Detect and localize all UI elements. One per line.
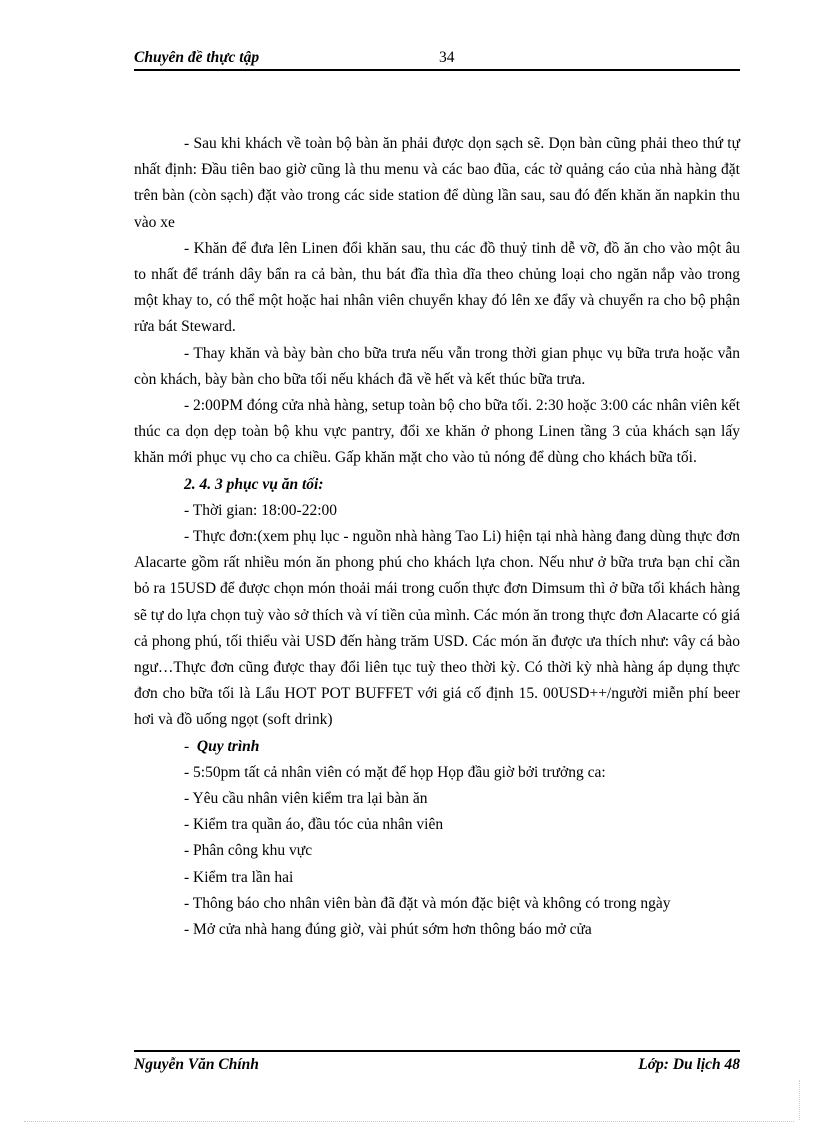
process-step: - Thông báo cho nhân viên bàn đã đặt và món đặc biệt và không có trong ngày (184, 894, 671, 912)
page-header (134, 49, 740, 69)
process-intro: - 5:50pm tất cả nhân viên có mặt để họp Họp đầu giờ bởi trưởng ca: (184, 763, 606, 781)
paragraph: - 2:00PM đóng cửa nhà hàng, setup toàn bộ cho bữa tối. 2:30 hoặc 3:00 các nhân viên kết thúc ca dọn dẹp toàn bộ khu vực pantry, đổi xe khăn ở phong Linen tầng 3 của khách sạn lấy khăn mới phục vụ cho ca chiều. Gấp khăn mặt cho vào tủ nóng để dùng cho khách bữa tối. (134, 397, 740, 467)
page-edge-dotted-line-vertical (799, 1080, 801, 1120)
page-number: 34 (439, 49, 455, 66)
time-line: - Thời gian: 18:00-22:00 (184, 501, 337, 519)
header-rule (134, 69, 740, 71)
footer-author: Nguyễn Văn Chính (134, 1056, 259, 1073)
paragraph: - Thay khăn và bày bàn cho bữa trưa nếu vẫn trong thời gian phục vụ bữa trưa hoặc vẫn còn khách, bày bàn cho bữa tối nếu khách đã về hết và kết thúc bữa trưa. (134, 344, 740, 388)
footer-class: Lớp: Du lịch 48 (638, 1056, 740, 1073)
process-dash: - (184, 737, 190, 755)
page-footer (134, 1056, 740, 1076)
header-title: Chuyên đề thực tập (134, 49, 260, 66)
section-heading: 2. 4. 3 phục vụ ăn tối: (184, 475, 324, 493)
footer-rule (134, 1050, 740, 1052)
process-step: - Kiểm tra lần hai (184, 868, 294, 886)
menu-paragraph: - Thực đơn:(xem phụ lục - nguồn nhà hàng Tao Li) hiện tại nhà hàng đang dùng thực đơn Alacarte gồm rất nhiều món ăn phong phú cho khách lựa chon. Nếu như ở bữa trưa bạn chỉ cần bỏ ra 15USD để được chọn món thoải mái trong cuốn thực đơn Dimsum thì ở bữa tối khách hàng sẽ tự do lựa chọn tuỳ vào sở thích và ví tiền của mình. Các món ăn trong thực đơn Alacarte có giá cả phong phú, tối thiểu vài USD đến hàng trăm USD. Các món ăn được ưa thích như: vây cá bào ngư…Thực đơn cũng được thay đổi liên tục tuỳ theo thời kỳ. Có thời kỳ nhà hàng áp dụng thực đơn cho bữa tối là Lẩu HOT POT BUFFET với giá cố định 15. 00USD++/người miễn phí beer hơi và đồ uống ngọt (soft drink) (134, 528, 740, 729)
paragraph: - Khăn để đưa lên Linen đổi khăn sau, thu các đồ thuỷ tinh dễ vỡ, đồ ăn cho vào một âu to nhất để tránh dây bẩn ra cả bàn, thu bát đĩa thìa dĩa theo chủng loại cho ngăn nắp vào trong một khay to, có thể một hoặc hai nhân viên chuyển khay đó lên xe đẩy và chuyển ra cho bộ phận rửa bát Steward. (134, 239, 740, 336)
process-label: Quy trình (196, 737, 260, 755)
process-step: - Mở cửa nhà hang đúng giờ, vài phút sớm hơn thông báo mở cửa (184, 921, 592, 939)
process-step: - Phân công khu vực (184, 842, 313, 860)
paragraph: - Sau khi khách về toàn bộ bàn ăn phải được dọn sạch sẽ. Dọn bàn cũng phải theo thứ tự nhất định: Đầu tiên bao giờ cũng là thu menu và các bao đũa, các tờ quảng cáo của nhà hàng đặt trên bàn (còn sạch) đặt vào trong các side station để dùng lần sau, sau đó đến khăn ăn napkin thu vào xe (134, 135, 740, 231)
process-step: - Kiểm tra quần áo, đầu tóc của nhân viên (184, 816, 444, 834)
page-edge-dotted-line (24, 1121, 794, 1122)
document-body (134, 131, 740, 943)
process-heading (134, 734, 740, 760)
process-step: - Yêu cầu nhân viên kiểm tra lại bàn ăn (184, 790, 428, 808)
